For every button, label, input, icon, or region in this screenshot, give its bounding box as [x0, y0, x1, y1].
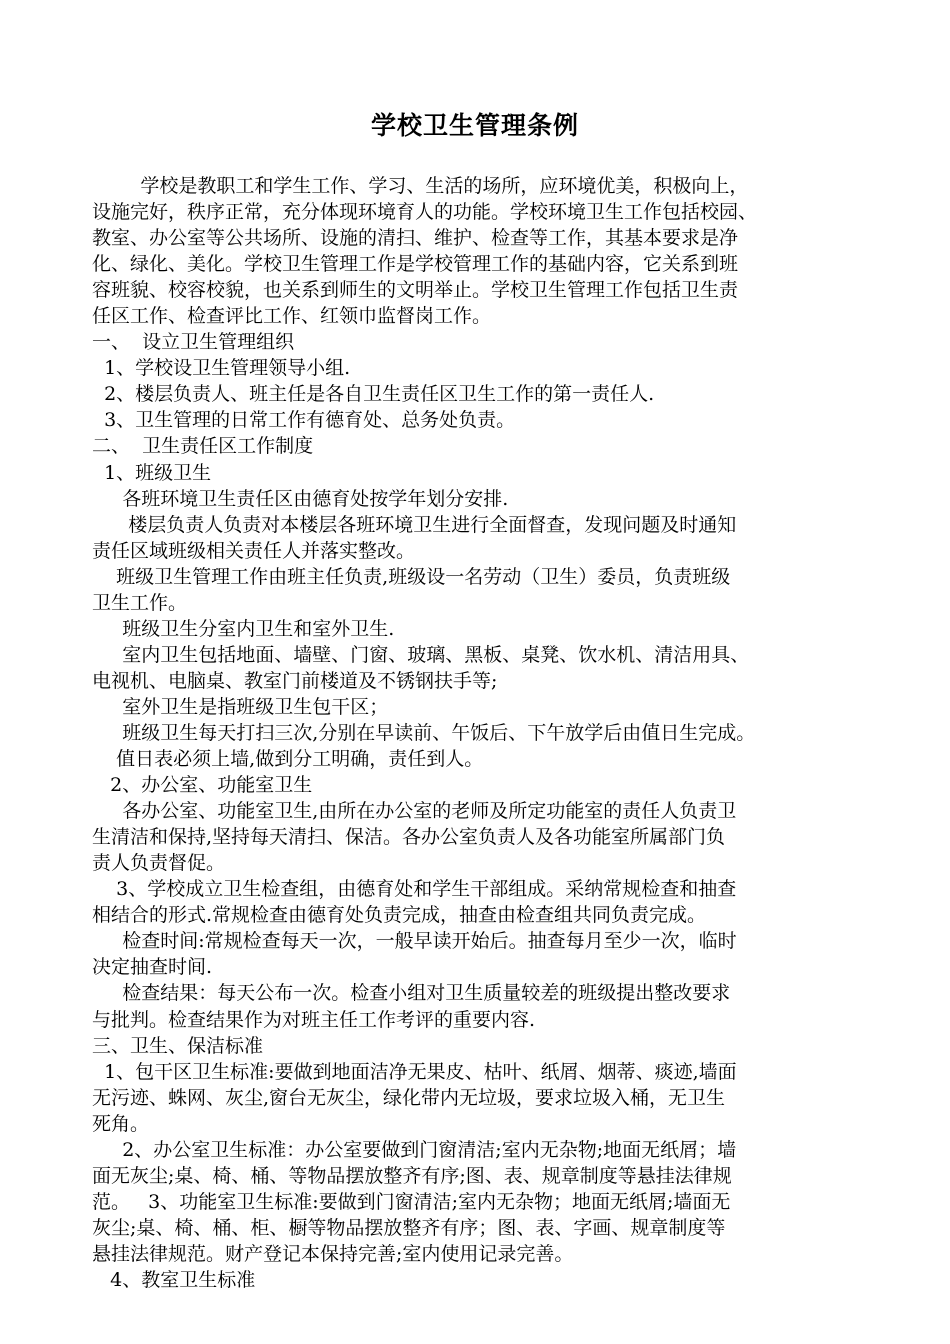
text-line: 值日表必须上墙,做到分工明确，责任到人。 — [92, 748, 484, 771]
text-line: 与批判。检查结果作为对班主任工作考评的重要内容. — [92, 1008, 536, 1031]
text-line: 面无灰尘;桌、椅、桶、等物品摆放整齐有序;图、表、规章制度等悬挂法律规 — [92, 1164, 732, 1187]
text-line: 楼层负责人负责对本楼层各班环境卫生进行全面督查，发现问题及时通知 — [92, 513, 737, 536]
text-line: 3、卫生管理的日常工作有德育处、总务处负责。 — [92, 409, 516, 432]
text-line: 设施完好，秩序正常，充分体现环境育人的功能。学校环境卫生工作包括校园、 — [92, 201, 758, 224]
text-line: 3、学校成立卫生检查组，由德育处和学生干部组成。采纳常规检查和抽查 — [92, 878, 737, 901]
text-line: 班级卫生每天打扫三次,分别在早读前、午饭后、下午放学后由值日生完成。 — [92, 721, 756, 744]
text-line: 2、办公室、功能室卫生 — [92, 774, 313, 797]
text-line: 决定抽查时间. — [92, 956, 213, 979]
text-line: 责人负责督促。 — [92, 852, 226, 875]
text-line: 1、包干区卫生标准:要做到地面洁净无果皮、枯叶、纸屑、烟蒂、痰迹,墙面 — [92, 1060, 737, 1083]
text-line: 二、 卫生责任区工作制度 — [92, 435, 314, 458]
text-line: 教室、办公室等公共场所、设施的清扫、维护、检查等工作，其基本要求是净 — [92, 227, 739, 250]
text-line: 电视机、电脑桌、教室门前楼道及不锈钢扶手等; — [92, 669, 498, 692]
text-line: 范。 3、功能室卫生标准:要做到门窗清洁;室内无杂物；地面无纸屑;墙面无 — [92, 1190, 731, 1213]
text-line: 三、卫生、保洁标准 — [92, 1034, 264, 1057]
text-line: 检查时间:常规检查每天一次，一般早读开始后。抽查每月至少一次，临时 — [92, 930, 737, 953]
document-body — [92, 173, 872, 1293]
text-line: 2、办公室卫生标准：办公室要做到门窗清洁;室内无杂物;地面无纸屑；墙 — [92, 1138, 737, 1161]
text-line: 1、班级卫生 — [92, 461, 212, 484]
text-line: 班级卫生分室内卫生和室外卫生. — [92, 617, 395, 640]
text-line: 容班貌、校容校貌，也关系到师生的文明举止。学校卫生管理工作包括卫生责 — [92, 279, 739, 302]
text-line: 各班环境卫生责任区由德育处按学年划分安排. — [92, 487, 509, 510]
text-line: 检查结果：每天公布一次。检查小组对卫生质量较差的班级提出整改要求 — [92, 982, 731, 1005]
text-line: 学校是教职工和学生工作、学习、生活的场所，应环境优美，积极向上， — [92, 175, 749, 197]
text-line: 各办公室、功能室卫生,由所在办公室的老师及所定功能室的责任人负责卫 — [92, 800, 737, 823]
text-line: 生清洁和保持,坚持每天清扫、保洁。各办公室负责人及各功能室所属部门负 — [92, 826, 726, 849]
text-line: 相结合的形式.常规检查由德育处负责完成，抽查由检查组共同负责完成。 — [92, 904, 707, 927]
text-line: 无污迹、蛛网、灰尘,窗台无灰尘，绿化带内无垃圾，要求垃圾入桶，无卫生 — [92, 1086, 726, 1109]
text-line: 任区工作、检查评比工作、红领巾监督岗工作。 — [92, 305, 492, 328]
document-title: 学校卫生管理条例 — [370, 111, 579, 140]
text-line: 2、楼层负责人、班主任是各自卫生责任区卫生工作的第一责任人. — [92, 383, 655, 406]
text-line: 悬挂法律规范。财产登记本保持完善;室内使用记录完善。 — [92, 1242, 574, 1265]
text-line: 班级卫生管理工作由班主任负责,班级设一名劳动（卫生）委员，负责班级 — [92, 565, 731, 588]
text-line: 1、学校设卫生管理领导小组. — [92, 357, 351, 380]
text-line: 死角。 — [92, 1112, 150, 1135]
text-line: 4、教室卫生标准 — [92, 1268, 256, 1291]
text-line: 一、 设立卫生管理组织 — [92, 331, 295, 354]
text-line: 室外卫生是指班级卫生包干区； — [92, 695, 389, 718]
text-line: 责任区域班级相关责任人并落实整改。 — [92, 539, 416, 562]
text-line: 室内卫生包括地面、墙壁、门窗、玻璃、黑板、桌凳、饮水机、清洁用具、 — [92, 643, 750, 666]
text-line: 化、绿化、美化。学校卫生管理工作是学校管理工作的基础内容，它关系到班 — [92, 253, 739, 276]
text-line: 灰尘;桌、椅、桶、柜、橱等物品摆放整齐有序；图、表、字画、规章制度等 — [92, 1216, 726, 1239]
text-line: 卫生工作。 — [92, 591, 188, 614]
